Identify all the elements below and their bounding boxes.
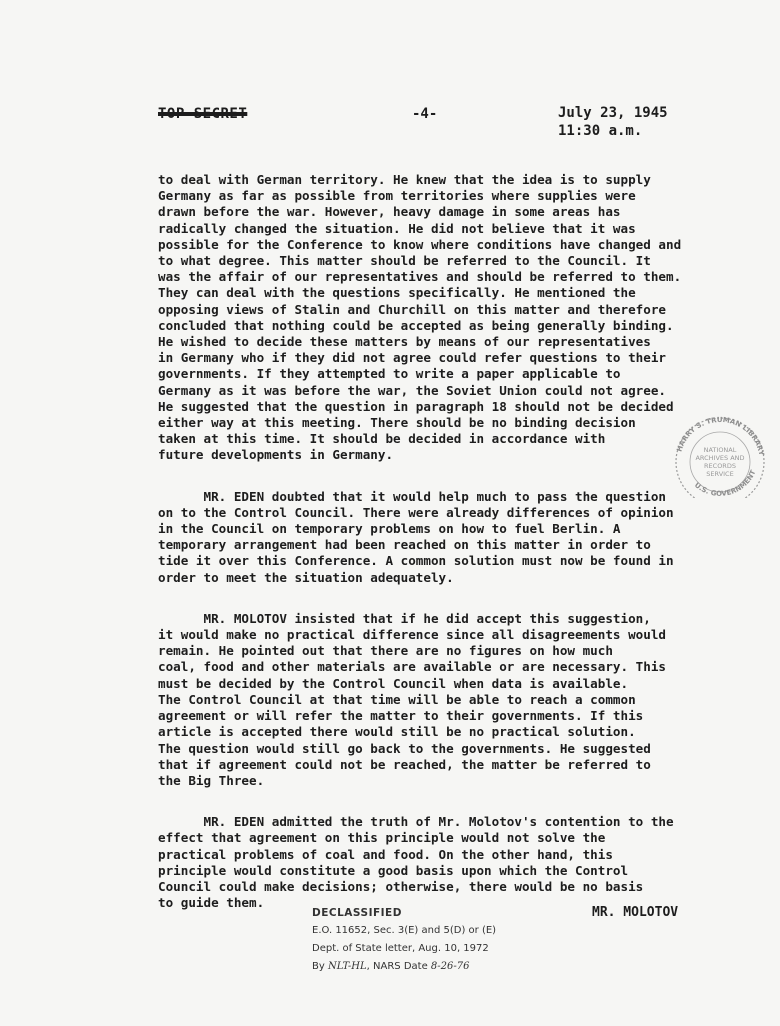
by-initials: NLT-HL (327, 961, 367, 972)
by-label: By (312, 961, 325, 972)
paragraph: MR. EDEN doubted that it would help much to pass the question on to the Control Council. There were already differences of opinion in the Council on temporary problems on how to fuel Berlin. A temporary arrangement had been reached on this matter in order to tide it over this Conference. A common solution must now be found in order to meet the situation adequately. (158, 488, 674, 585)
continuation-speaker: MR. MOLOTOV (592, 905, 679, 920)
body-text (158, 172, 718, 911)
declassification-authority: E.O. 11652, Sec. 3(E) and 5(D) or (E) (312, 925, 497, 936)
classification-marking (158, 106, 247, 122)
nars-date-label: , NARS Date (366, 961, 428, 972)
svg-text:U.S. GOVERNMENT: U.S. GOVERNMENT (692, 468, 758, 498)
paragraph: MR. MOLOTOV insisted that if he did accept this suggestion, it would make no practical difference since all disagreements would remain. He pointed out that there are no figures on how much coal, food and other materials are available or are necessary. This must be decided by the Control Council when data is available. The Control Council at that time will be able to reach a common agreement or will refer the matter to their governments. If this article is accepted there would still be no practical solution. The question would still go back to the governments. He suggested that if agreement could not be reached, the matter be referred to the Big Three. (158, 610, 666, 788)
svg-text:SERVICE: SERVICE (706, 470, 734, 478)
paragraph: MR. EDEN admitted the truth of Mr. Molotov's contention to the effect that agreement on this principle would not solve the practical problems of coal and food. On the other hand, this principle would constitute a good basis upon which the Control Council could make decisions; otherwise, there would be no basis to guide them. (158, 814, 674, 911)
paragraph: to deal with German territory. He knew that the idea is to supply Germany as far as possible from territories where supplies were drawn before the war. However, heavy damage in some areas has radically changed the situation. He did not believe that it was possible for the Conference to know where conditions have changed and to what degree. This matter should be referred to the Council. It was the affair of our representatives and should be referred to them. They can deal with the questions specifically. He mentioned the opposing views of Stalin and Churchill on this matter and therefore concluded that nothing could be accepted as being generally binding. He wished to decide these matters by means of our representatives in Germany who if they did not agree could refer questions to their governments. If they attempted to write a paper applicable to Germany as it was before the war, the Soviet Union could not agree. He suggested that the question in paragraph 18 should not be decided either way at this meeting. There should be no binding decision taken at this time. It should be decided in accordance with future developments in Germany. (158, 172, 682, 463)
svg-text:NATIONAL: NATIONAL (703, 446, 737, 454)
declassification-signoff (312, 958, 496, 976)
document-date: July 23, 1945 (558, 105, 668, 121)
nars-date-value: 8-26-76 (430, 961, 470, 972)
svg-text:ARCHIVES AND: ARCHIVES AND (695, 454, 745, 462)
classification-text: TOP SECRET (158, 106, 248, 122)
svg-text:HARRY S. TRUMAN LIBRARY: HARRY S. TRUMAN LIBRARY (675, 415, 766, 457)
library-seal-stamp (666, 412, 770, 498)
declassified-title: DECLASSIFIED (312, 907, 402, 919)
declassification-letter: Dept. of State letter, Aug. 10, 1972 (312, 943, 489, 954)
date-block (558, 104, 668, 140)
document-time: 11:30 a.m. (558, 123, 643, 139)
svg-text:RECORDS: RECORDS (704, 462, 736, 470)
page-number: -4- (412, 106, 438, 122)
declassification-stamp (312, 904, 496, 976)
seal-icon (666, 412, 770, 498)
